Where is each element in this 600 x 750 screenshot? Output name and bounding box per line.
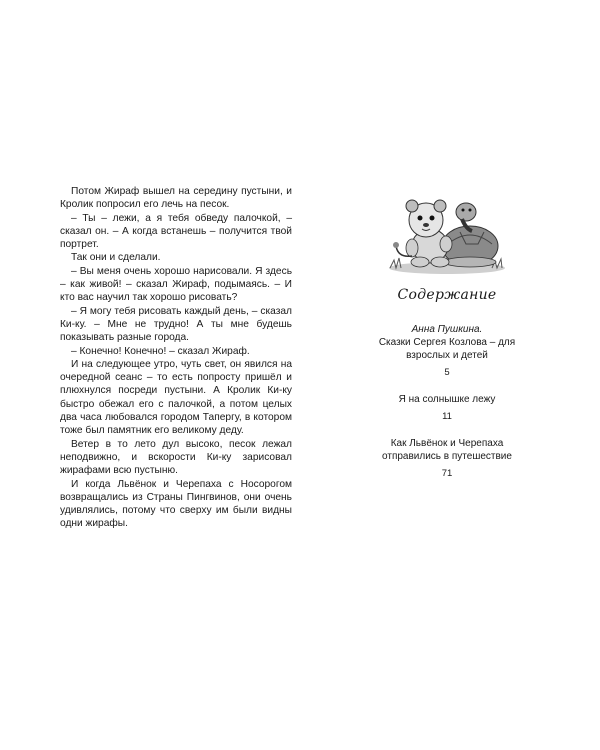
toc-entry-title: Как Львёнок и Черепаха отправились в путешествие — [382, 438, 512, 462]
toc-entry[interactable] — [362, 437, 532, 479]
story-page — [60, 185, 292, 531]
paragraph: – Ты – лежи, а я тебя обведу палочкой, – сказал он. – А когда встанешь – получится твой портрет. — [60, 212, 292, 251]
toc-entry-page: 5 — [444, 367, 450, 378]
paragraph: Так они и сделали. — [71, 252, 161, 264]
toc-entry-title: Сказки Сергея Козлова – для взрослых и детей — [378, 337, 516, 361]
paragraph: – Конечно! Конечно! – сказал Жираф. — [71, 345, 250, 357]
toc-entry-author: Анна Пушкина. — [411, 324, 483, 335]
paragraph: Ветер в то лето дул высоко, песок лежал неподвижно, и вскорости Ки-ку зарисовал жирафами всю пустыню. — [60, 438, 292, 477]
paragraph: – Вы меня очень хорошо нарисовали. Я здесь – как живой! – сказал Жираф, подымаясь. – И кто вас научил так хорошо рисовать? — [60, 265, 292, 304]
paragraph: И когда Львёнок и Черепаха с Носорогом возвращались из Страны Пингвинов, они очень удивлялись, потому что сверху им были видны одни жирафы. — [60, 478, 292, 530]
lion-cub-and-turtle-illustration — [382, 182, 512, 277]
toc-entry-page: 71 — [441, 468, 453, 479]
paragraph: И на следующее утро, чуть свет, он явился на очередной сеанс – то есть попросту пришёл и плюхнулся посреди пустыни. А Кролик Ки-ку быстро обежал его с палочкой, а потом целых два часа любовался городом Тапергу, в котором тоже был памятник его великому деду. — [60, 358, 292, 437]
toc-heading: Содержание — [397, 287, 497, 303]
toc-entry[interactable] — [362, 323, 532, 378]
paragraph: Потом Жираф вышел на середину пустыни, и Кролик попросил его лечь на песок. — [60, 186, 292, 211]
paragraph: – Я могу тебя рисовать каждый день, – сказал Ки-ку. – Мне не трудно! А ты мне будешь показывать разные города. — [60, 305, 292, 344]
toc-entry-title: Я на солнышке лежу — [398, 394, 496, 405]
contents-page — [362, 182, 532, 494]
toc-entry-page: 11 — [442, 411, 452, 422]
toc-entry[interactable] — [362, 393, 532, 422]
